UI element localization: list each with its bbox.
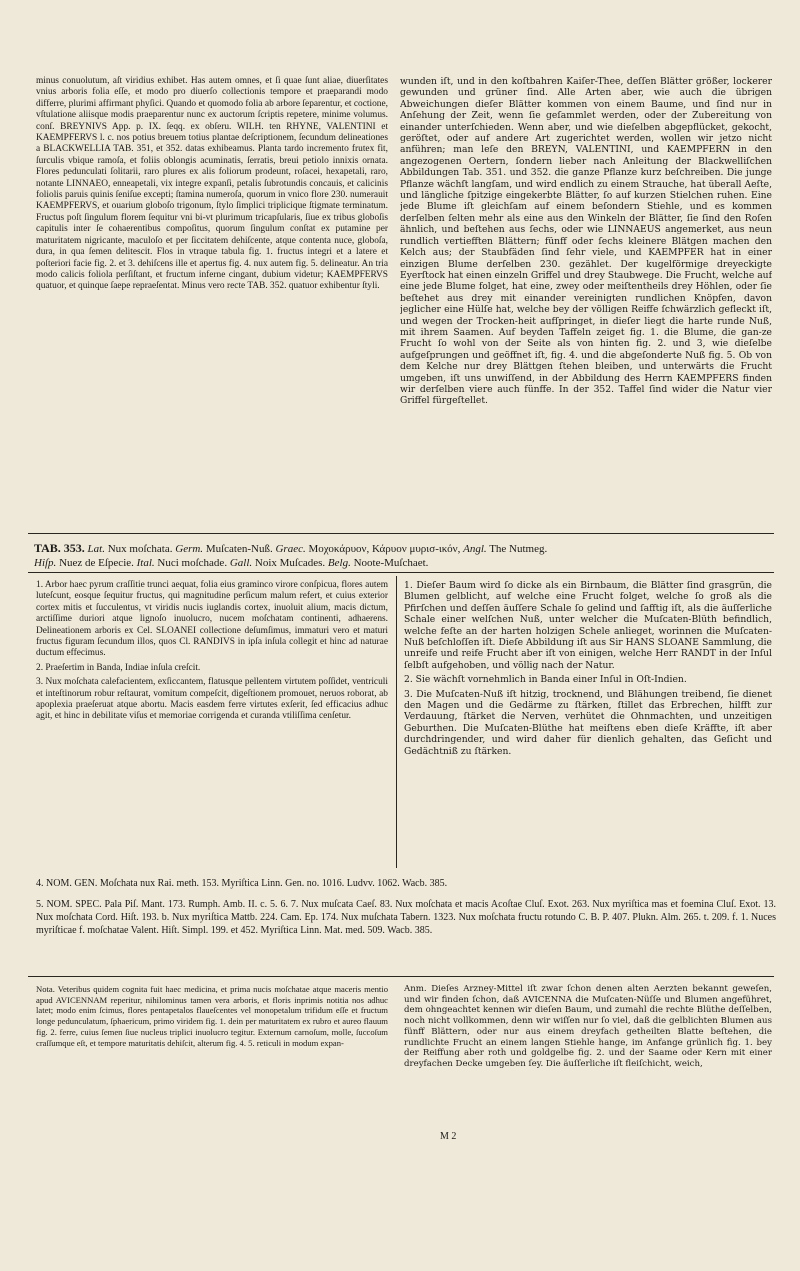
german-name: Muſcaten-Nuß. (205, 543, 273, 555)
middle-left-latin-text (36, 580, 388, 870)
nomen-specificum: 5. NOM. SPEC. Pala Piſ. Mant. 173. Rumph. Amb. II. c. 5. 6. 7. Nux muſcata Caeſ. 83. Nux moſchata et macis Acoſtae Cluſ. Exot. 263. Nux myriſtica mas et foemina Cluſ. Exot. 13. Nux moſchata Cord. Hiſt. 193. b. Nux myriſtica Mattb. 224. Cam. Ep. 174. Nux muſchata Tabern. 1323. Nux moſchata fructu rotundo C. B. P. 407. Plukn. Alm. 265. t. 209. f. 1. Nuces myriſticae f. moſchatae Valent. Hiſt. Simpl. 199. et 452. Myriſtica Linn. Mat. med. 509. Wacb. 385. (36, 899, 776, 936)
column-divider (396, 576, 397, 868)
top-divider (28, 533, 774, 534)
paragraph-3-german: 3. Die Muſcaten-Nuß iſt hitzig, trocknend, und Blähungen treibend, ſie dienet den Magen und die Gedärme zu ſtärken, ſtillet das Erbrechen, hilfft zur Verdauung, ſtärket die Nerven, verhütet die Ohnmachten, und unzeitigen Geburthen. Die Muſcaten-Blüthe hat meiſtens eben dieſe Kräffte, iſt aber durchdringender, und wird daher für dienlich gehalten, das Geſicht und Gedächtniß zu ſtärken. (404, 688, 772, 757)
dutch-name: Noote-Muſchaet. (353, 557, 429, 569)
italian-name: Nuci moſchade. (157, 557, 228, 569)
nota-latin: Nota. Veteribus quidem cognita fuit haec medicina, et prima nucis moſchatae atque maceris mentio apud AVICENNAM reperitur, nihilominus tamen vera arboris, et floris inprimis notitia nos adhuc latet; modo enim ſcimus, flores pentapetalos flaueſcentes vel monopetalum trifidum eſſe et fructum longe pedunculatum, ſphaericum, primo viridem fig. 1. dein per maturitatem ex rubro et aureo flauum fig. 2. ferre, cuius ſemen ſiue nucleus triplici inuolucro tegitur. Externum carnoſum, molle, ſuccoſum craſſumque eſt, et tempore maturitatis dehiſcit, alterum fig. 4. 5. reticuli in modum expan- (36, 984, 388, 1048)
plate-header: TAB. 353. Lat. Nux moſchata. Germ. Muſcaten-Nuß. Graec. Μοχοκάρυον, Κάρυον μυρισ-ικόν, Angl. The Nutmeg. Hiſp. Nuez de Eſpecie. Ital. Nuci moſchade. Gall. Noix Muſcades. Belg. Noote-Muſchaet. (34, 541, 548, 569)
spanish-name: Nuez de Eſpecie. (59, 557, 134, 569)
paragraph-2-latin: 2. Praeſertim in Banda, Indiae inſula creſcit. (36, 662, 201, 673)
english-name: The Nutmeg. (489, 543, 548, 555)
paragraph-1-latin: 1. Arbor haec pyrum craſſitie trunci aequat, folia eius graminco virore conſpicua, flores autem luteſcunt, eosque ſequitur fructus, qui magnitudine perſicum malum refert, et cuius exterior cortex mitis et ſucculentus, vt viridis nucis iuglandis cortex, inuoluit alium, macis dictum, arctiſſime duriori atque lignoſo inuolucro, nucem moſchatam continenti, adhaerens. Delineationem arboris ex Cel. SLOANEI collectione deſumſimus, immaturi vero et maturi fructus figuram ſecundum illos, quos Cl. RANDIVS in ipſa inſula collegit et hinc ad naturae ductum effecimus. (36, 580, 388, 659)
top-right-german-text: wunden iſt, und in den koſtbahren Kaiſer-Thee, deſſen Blätter größer, lockerer gewunden und grüner ſind. Alle Arten aber, wie auch die übrigen Abweichungen dieſer Blätter kommen von einem Baume, und ſind nur in Anſehung der Zeit, wenn ſie geſammlet werden, oder der Zubereitung von einander unterſchieden. Wenn aber, und wie dieſelben abgepflücket, gekocht, geröſtet, oder auf andere Art zugerichtet werden, wollen wir jetzo nicht anführen; man leſe den BREYN, VALENTINI, und KAEMPFERN in den angezogenen Oertern, ſondern lieber nach Anleitung der Blackwelliſchen Abbildungen Tab. 351. und 352. die ganze Pflanze kurz beſchreiben. Die junge Pflanze wächſt langſam, und wird endlich zu einem Strauche, hat überall Aeſte, und längliche ſpitzige eingekerbte Blätter, ſo auf kurzen Stielchen ruhen. Eine jede Blume iſt gleichſam auf einem beſondern Stiehle, und es kommen derſelben ſelten mehr als eine aus den Winkeln der Blätter, ſie ſind den Roſen ähnlich, und beſtehen aus ſechs, oder wie LINNAEUS angemerket, aus neun rundlich vertiefften Blättern; fünff oder ſechs kleinere Blätgen machen den Kelch aus; der Staubfäden ſind ſehr viele, und KAEMPFER hat in einer einzigen Blume derſelben 230. gezählet. Der kugelförmige dreyeckigte Eyerſtock hat einen einzeln Griffel und drey Staubwege. Die Frucht, welche auf eine jede Blume folget, hat eine, zwey oder meiſtentheils drey Höhlen, oder ſie beſtehet aus drey mit einander vereinigten rundlichen Knöpfen, davon jeglicher eine Hülſe hat, welche bey der völligen Reiffe ſchwärzlich gefleckt iſt, und wegen der Trocken-heit aufſpringet, in dieſer liegt die harte runde Nuß, mit ihrem Saamen. Auf beyden Taffeln zeiget fig. 1. die Blume, die gan-ze Frucht ſo wohl von der Seite als von hinten fig. 2. und 3, wie dieſelbe aufgeſprungen und geöffnet iſt, fig. 4. und die abgeſonderte Nuß fig. 5. Ob von dem Kelche nur drey Blättgen ſtehen bleiben, und unterwärts die Frucht umgeben, iſt uns unwiſſend, in der Abbildung des Herrn KAEMPFERS finden wir derſelben viere auch fünffe. In der 352. Taffel ſind wider die Natur vier Griffel fürgeſtellet. (400, 76, 772, 407)
top-left-latin-text: minus conuolutum, aſt viridius exhibet. Has autem omnes, et ſi quae ſunt aliae, diuerſitates vnius arboris folia eſſe, et modo pro diuerſo collectionis tempore et praeparandi modo differre, plurimi affirmant phyſici. Quando et quomodo folia ab arbore ſeparentur, et coctione, vſtulatione aliisque modis praeparentur nunc ex auctorum ſcriptis repetere, minime volumus. conſ. BREYNIVS App. p. IX. ſeqq. ex obſeru. WILH. ten RHYNE, VALENTINI et KAEMPFERVS l. c. nos potius breuem totius plantae deſcriptionem, ſecundum delineationes a BLACKWELLIA TAB. 351, et 352. datas exhibeamus. Planta tardo incremento frutex fit, ſurculis vbique ramoſa, et foliis oblongis acuminatis, ſerratis, breui petiolo innixis ornata. Flores pedunculati ſolitarii, raro plures ex alis foliorum prodeunt, roſacei, hexapetali, raro, notante LINNAEO, enneapetali, vix integre expanſi, petalis ſubrotundis concauis, et calicinis foliolis paruis quinis ſeniſue excepti; ſtamina numeroſa, quorum in vnico flore 230. numerauit KAEMPFERVS, et ouarium globoſo trigonum, ſtylo ſimplici triplicique ſtigmate terminatum. Fructus poſt ſingulum florem ſequitur vni bi-vt plurimum tricapſularis, ſiue ex tribus globoſis capitulis inter ſe cohaerentibus compoſitus, quorum ſingulum conſtat ex putamine per maturitatem nigricante, maculoſo et per ſiccitatem dehiſcente, atque contenta nuce, globoſa, dura, in qua ſemen delitescit. Flos in vtraque tabula fig. 1. fructus integri et a latere et poſteriori facie fig. 2. et 3. dehiſcens ille et apertus fig. 4. nux autem fig. 5. delineatur. An tria modo calicis foliola perſiſtant, et fructum inferne cingant, dubium videtur; KAEMPFERVS quatuor, et quinque ſaepe repraeſentat. Minus vero recte TAB. 352. quatuor exhibentur ſtyli. (36, 76, 388, 292)
french-name: Noix Muſcades. (254, 557, 326, 569)
tab-number: TAB. 353. (34, 541, 85, 555)
signature-mark: M 2 (440, 1131, 457, 1142)
nomen-genericum: 4. NOM. GEN. Moſchata nux Rai. meth. 153. Myriſtica Linn. Gen. no. 1016. Ludvv. 1062. Wacb. 385. (36, 878, 448, 889)
greek-name: Μοχοκάρυον, Κάρυον μυρισ-ικόν, (308, 543, 461, 555)
anmerkung-german: Anm. Dieſes Arzney-Mittel iſt zwar ſchon denen alten Aerzten bekannt geweſen, und wir finden ſchon, daß AVICENNA die Muſcaten-Nüſſe und Blumen angeführet, dem ohngeachtet kennen wir dieſen Baum, und zumahl die rechte Blüthe deſſelben, noch nicht vollkommen, denn wir wiſſen nur ſo viel, daß die gelblichten Blumen aus fünff Blättern, oder nur aus einem dreyfach getheilten Blatte beſtehen, die rundlichte Frucht an einem langen Stiehle hange, im Anfange grünlich fig. 1. bey der Reiffung aber roth und goldgelbe fig. 2. und der Saame oder Kern mit einer dreyfachen Decke umgeben ſey. Die äuſſerliche iſt fleiſchicht, weich, (404, 984, 772, 1069)
paragraph-1-german: 1. Dieſer Baum wird ſo dicke als ein Birnbaum, die Blätter ſind grasgrün, die Blumen gelblicht, auf welche eine Frucht folget, welche ſo groß als die Pfirſchen und deſſen äuſſere Schale ſo gelind und ſafftig iſt, als die äuſſerliche Schale einer welſchen Nuß, unter welcher die Muſcaten-Blüth befindlich, welche feſte an der harten holzigen Schele anlieget, worinnen die Muſcaten-Nuß beſchloſſen iſt. Dieſe Abbildung iſt aus Sir HANS SLOANE Sammlung, die unreife und reife Frucht aber iſt von einigen, welche Herr RANDT in der Inſul ſelbſt aufgehoben, und völlig nach der Natur. (404, 580, 772, 671)
paragraph-3-latin: 3. Nux moſchata calefacientem, exſiccantem, flatusque pellentem virtutem poſſidet, ventriculi et inteſtinorum robur reſtaurat, vomitum compeſcit, digeſtionem promouet, neruos roborat, ab apoplexia praeſeruat atque abortu. Macis easdem ferre virtutes exſerit, ſed efficacius adhuc agit, et hinc in debilitate viſus et memoriae corrigenda et curanda vtiliſſima cenſetur. (36, 677, 388, 722)
header-divider (28, 572, 774, 573)
paragraph-2-german: 2. Sie wächſt vornehmlich in Banda einer Inſul in Oſt-Indien. (404, 674, 687, 686)
notes-divider (28, 976, 774, 977)
middle-right-german-text (404, 580, 772, 870)
latin-name: Nux moſchata. (107, 543, 173, 555)
